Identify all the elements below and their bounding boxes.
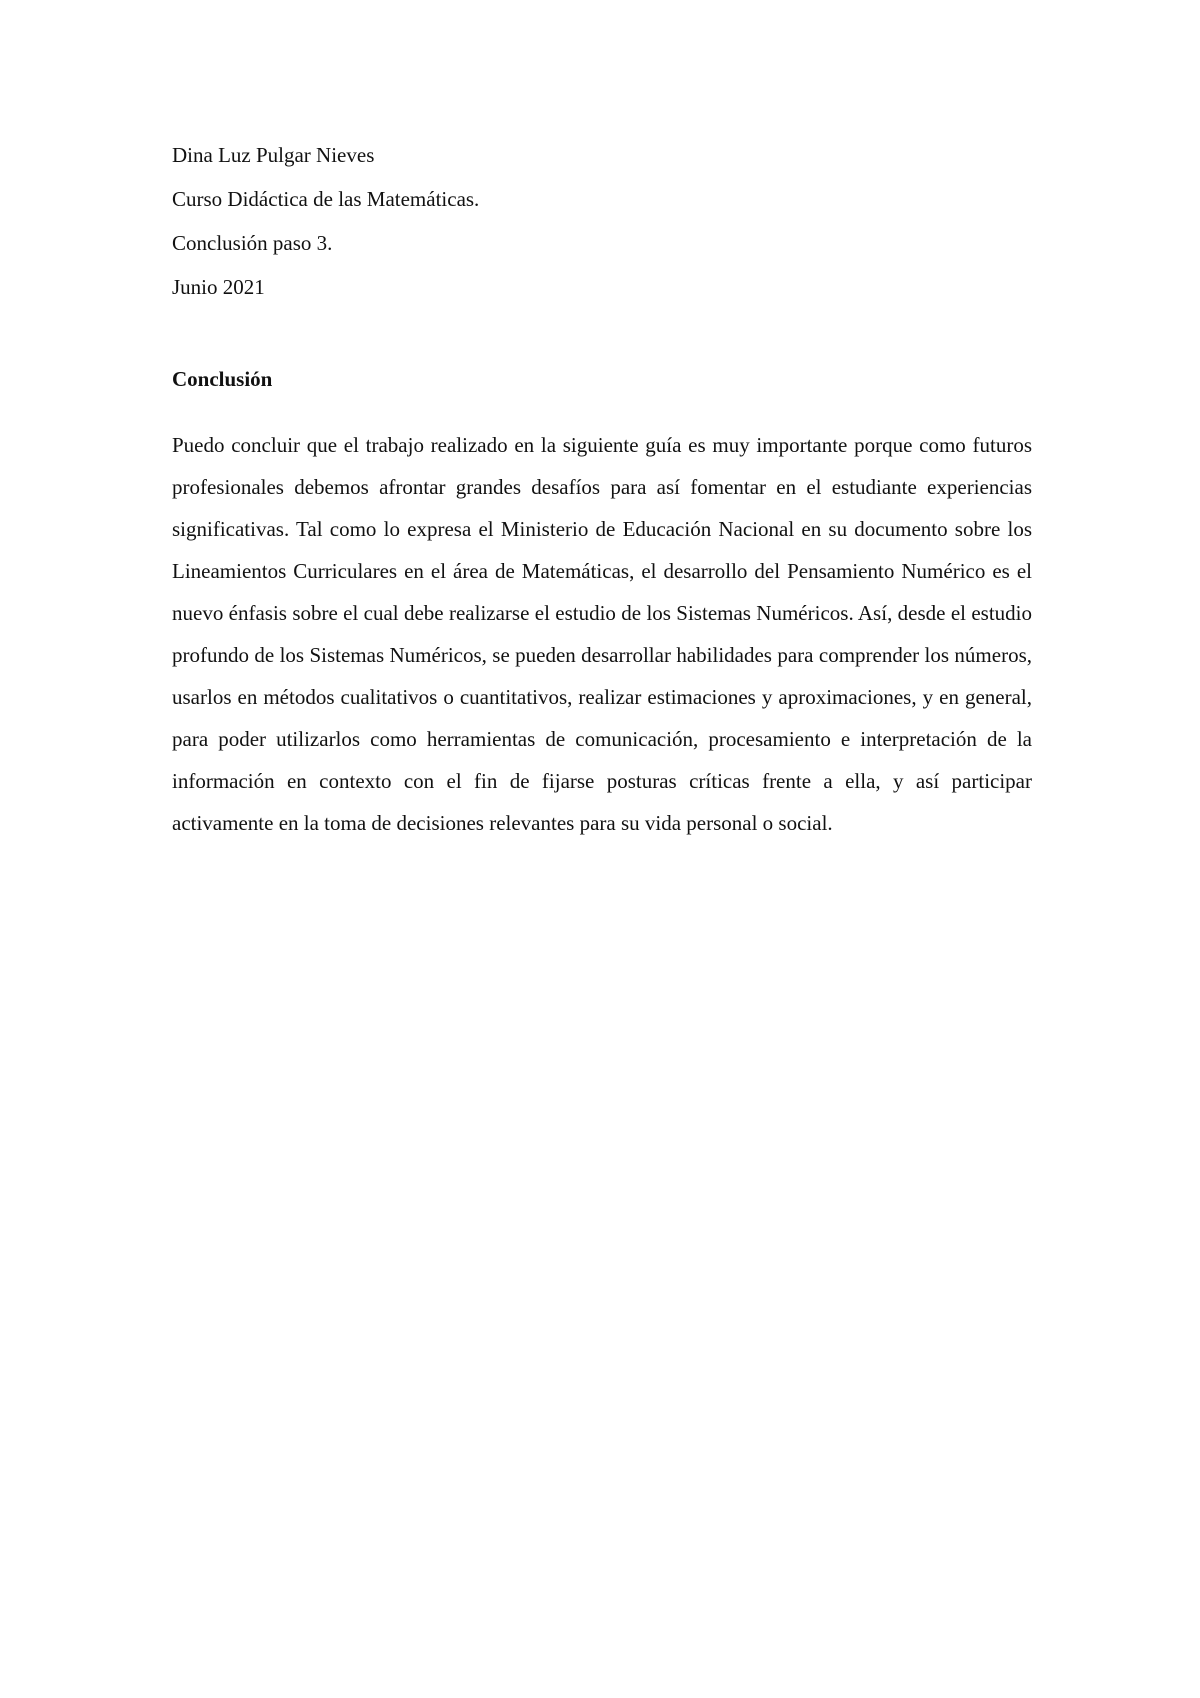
document-header bbox=[172, 142, 1032, 318]
conclusion-paragraph: Puedo concluir que el trabajo realizado en la siguiente guía es muy importante porque como futuros profesionales debemos afrontar grandes desafíos para así fomentar en el estudiante experiencias significativas. Tal como lo expresa el Ministerio de Educación Nacional en su documento sobre los Lineamientos Curriculares en el área de Matemáticas, el desarrollo del Pensamiento Numérico es el nuevo énfasis sobre el cual debe realizarse el estudio de los Sistemas Numéricos. Así, desde el estudio profundo de los Sistemas Numéricos, se pueden desarrollar habilidades para comprender los números, usarlos en métodos cualitativos o cuantitativos, realizar estimaciones y aproximaciones, y en general, para poder utilizarlos como herramientas de comunicación, procesamiento e interpretación de la información en contexto con el fin de fijarse posturas críticas frente a ella, y así participar activamente en la toma de decisiones relevantes para su vida personal o social. bbox=[172, 433, 1032, 835]
course-name: Curso Didáctica de las Matemáticas. bbox=[172, 187, 480, 211]
author-name: Dina Luz Pulgar Nieves bbox=[172, 143, 375, 167]
section-heading: Conclusión bbox=[172, 367, 273, 391]
assignment-title: Conclusión paso 3. bbox=[172, 231, 333, 255]
document-date: Junio 2021 bbox=[172, 275, 265, 299]
